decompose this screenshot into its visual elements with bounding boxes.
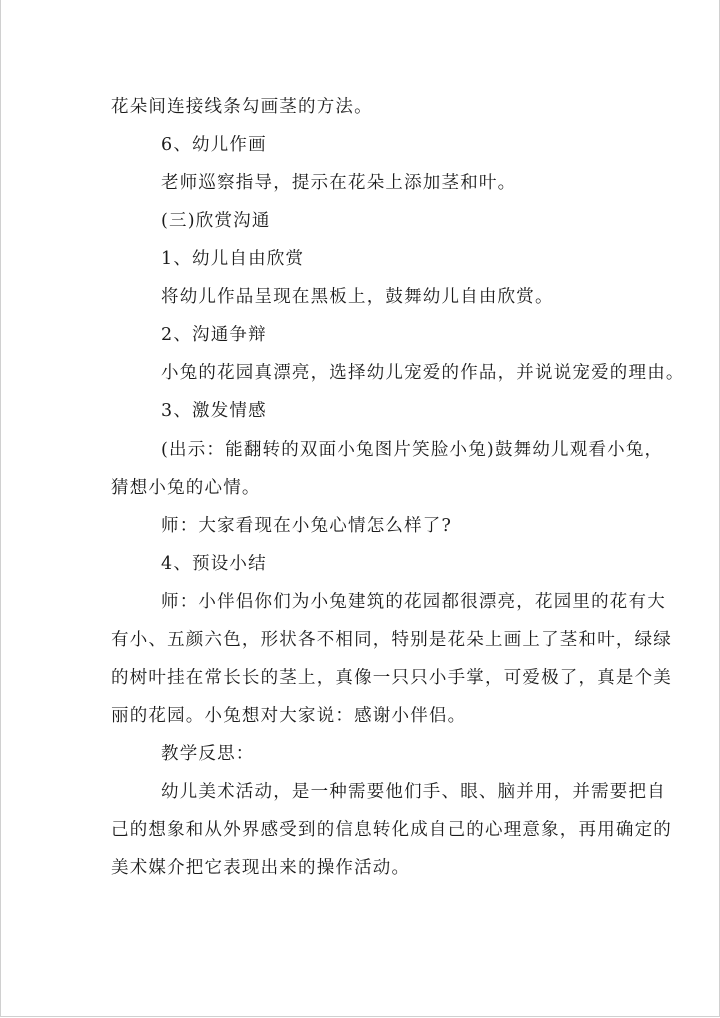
step-heading-4: 4、预设小结 — [161, 554, 267, 574]
text-line-2: 老师巡察指导，提示在花朵上添加茎和叶。 — [161, 173, 517, 193]
text-line-5: (出示：能翻转的双面小兔图片笑脸小兔)鼓舞幼儿观看小兔， — [161, 440, 664, 460]
reflection-heading: 教学反思： — [161, 744, 255, 764]
step-heading-2: 2、沟通争辩 — [161, 325, 267, 345]
text-line-6: 猜想小兔的心情。 — [111, 478, 261, 498]
text-line-3: 将幼儿作品呈现在黑板上，鼓舞幼儿自由欣赏。 — [161, 287, 554, 307]
section-heading-3: (三)欣赏沟通 — [161, 211, 271, 231]
text-line-13: 己的想象和从外界感受到的信息转化成自己的心理意象，再用确定的 — [111, 820, 672, 840]
text-line-1: 花朵间连接线条勾画茎的方法。 — [111, 97, 373, 117]
text-line-11: 丽的花园。小兔想对大家说：感谢小伴侣。 — [111, 706, 467, 726]
text-line-8: 师：小伴侣你们为小兔建筑的花园都很漂亮，花园里的花有大 — [161, 592, 666, 612]
step-heading-1: 1、幼儿自由欣赏 — [161, 249, 305, 269]
text-line-7: 师：大家看现在小兔心情怎么样了? — [161, 516, 453, 536]
step-heading-3: 3、激发情感 — [161, 401, 267, 421]
text-line-12: 幼儿美术活动，是一种需要他们手、眼、脑并用，并需要把自 — [161, 782, 666, 802]
text-line-9: 有小、五颜六色，形状各不相同，特别是花朵上画上了茎和叶，绿绿 — [111, 630, 672, 650]
text-line-4: 小兔的花园真漂亮，选择幼儿宠爱的作品，并说说宠爱的理由。 — [161, 363, 685, 383]
text-line-10: 的树叶挂在常长长的茎上，真像一只只小手掌，可爱极了，真是个美 — [111, 668, 672, 688]
text-line-14: 美术媒介把它表现出来的操作活动。 — [111, 858, 411, 878]
step-heading-6: 6、幼儿作画 — [161, 135, 267, 155]
